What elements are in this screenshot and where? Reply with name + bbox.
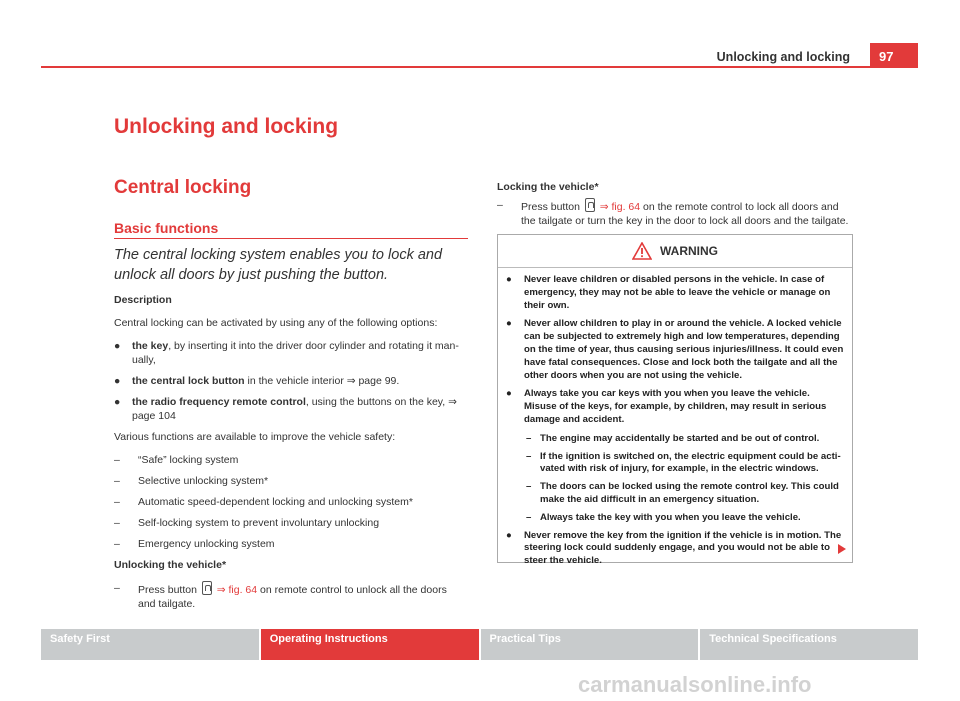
description-label: Description — [114, 294, 172, 306]
locking-step: – Press button ⇒ fig. 64 on the remote control to lock all doors and the tailgate or turn the key in the door to lock all doors and the tailgate. — [497, 199, 849, 227]
unlocking-label: Unlocking the vehicle* — [114, 559, 227, 571]
tab-technical-specifications[interactable]: Technical Specifications — [700, 629, 918, 660]
option-item: ● the key, by inserting it into the driver door cylinder and rotating it man- ually, — [114, 340, 459, 366]
subsection-rule — [114, 238, 468, 239]
function-item: – Emergency unlocking system — [114, 538, 275, 550]
watermark: carmanualsonline.info — [578, 672, 812, 697]
left-column — [114, 293, 466, 618]
warning-item: ● Never allow children to play in or around the vehicle. A locked vehicle can be subjected to extremely high and low temperatures, depending on the time of year, thus causing serious injuries/illness. It could even have fatal consequences. Close and lock both the tailgate and all the other doors when you are not using the vehicle. — [506, 318, 844, 381]
warning-sub-item: – If the ignition is switched on, the electric equipment could be acti- vated with risk of injury, for example, in the electric windows. — [526, 450, 841, 475]
subsection-title: Basic functions — [114, 220, 219, 236]
figure-link[interactable]: ⇒ fig. 64 — [216, 584, 258, 596]
warning-title: WARNING — [660, 244, 718, 258]
warning-box — [497, 234, 853, 567]
tab-operating-instructions[interactable]: Operating Instructions — [261, 629, 479, 660]
warning-body — [498, 268, 852, 578]
function-item: – Automatic speed-dependent locking and unlocking system* — [114, 496, 413, 508]
unlock-key-icon — [202, 581, 212, 595]
warning-item: ● Always take you car keys with you when you leave the vehicle. Misuse of the keys, for example, by children, may result in serious damage and accident. — [506, 388, 827, 425]
chapter-title: Unlocking and locking — [114, 115, 339, 138]
warning-triangle-icon — [632, 242, 652, 260]
locking-label: Locking the vehicle* — [497, 181, 599, 193]
intro-text: The central locking system enables you to lock and unlock all doors by just pushing the button. — [114, 247, 443, 283]
function-item: – “Safe” locking system — [114, 454, 239, 466]
header-rule — [41, 66, 918, 68]
option-item: ● the radio frequency remote control, using the buttons on the key, ⇒ page 104 — [114, 396, 457, 422]
footer-tabs — [41, 629, 918, 660]
tab-practical-tips[interactable]: Practical Tips — [481, 629, 699, 660]
function-item: – Selective unlocking system* — [114, 475, 269, 487]
figure-link[interactable]: ⇒ fig. 64 — [599, 201, 641, 213]
warning-sub-item: – The engine may accidentally be started and be out of control. — [526, 432, 820, 444]
unlocking-step: – Press button ⇒ fig. 64 on remote control to unlock all the doors and tailgate. — [114, 582, 447, 610]
running-header-title: Unlocking and locking — [716, 50, 850, 64]
section-title: Central locking — [114, 177, 252, 198]
continue-arrow-icon — [838, 544, 846, 554]
functions-intro: Various functions are available to improve the vehicle safety: — [114, 431, 396, 443]
tab-safety-first[interactable]: Safety First — [41, 629, 259, 660]
warning-sub-item: – Always take the key with you when you leave the vehicle. — [526, 511, 801, 523]
function-item: – Self-locking system to prevent involuntary unlocking — [114, 517, 380, 529]
warning-sub-item: – The doors can be locked using the remote control key. This could make the aid difficult in an emergency situation. — [526, 481, 839, 505]
warning-item: ● Never remove the key from the ignition if the vehicle is in motion. The steering lock could suddenly engage, and you would not be able to steer the vehicle. — [506, 529, 842, 567]
option-item: ● the central lock button in the vehicle interior ⇒ page 99. — [114, 375, 400, 387]
activation-text: Central locking can be activated by using any of the following options: — [114, 317, 438, 329]
right-column — [497, 180, 851, 235]
page-number: 97 — [870, 43, 918, 67]
lock-key-icon — [585, 198, 595, 212]
warning-header — [498, 235, 852, 268]
warning-item: ● Never leave children or disabled persons in the vehicle. In case of emergency, they may not be able to leave the vehicle or manage on their own. — [506, 274, 831, 311]
